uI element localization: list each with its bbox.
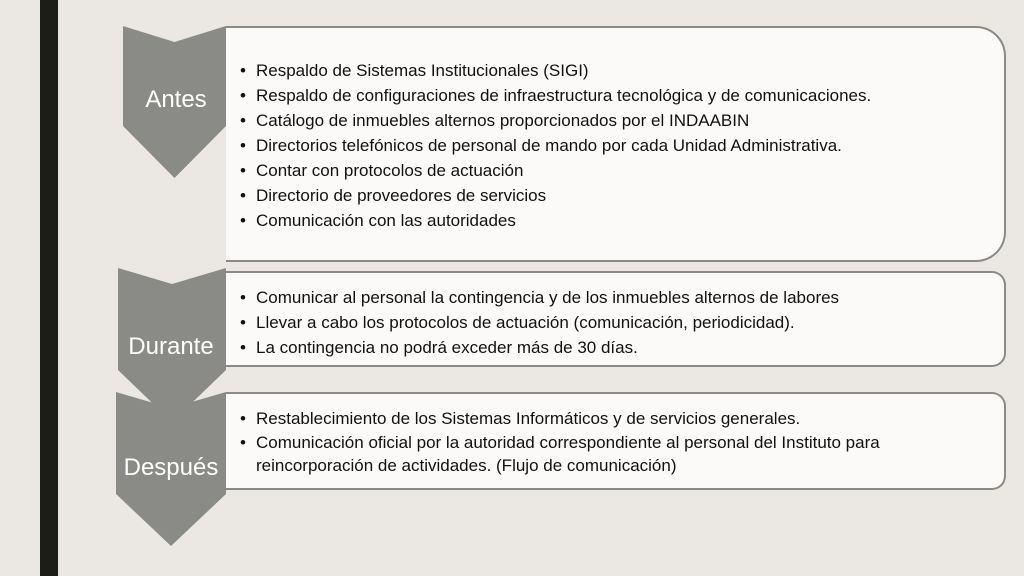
list-item: • Restablecimiento de los Sistemas Informáticos y de servicios generales.	[240, 406, 988, 431]
bullet-icon: •	[240, 61, 246, 80]
list-item: • La contingencia no podrá exceder más de 30 días.	[240, 335, 988, 360]
bullet-icon: •	[240, 136, 246, 155]
bullet-icon: •	[240, 211, 246, 230]
bullet-icon: •	[240, 338, 246, 357]
bullet-icon: •	[240, 186, 246, 205]
bullet-icon: •	[240, 86, 246, 105]
list-item: • Comunicar al personal la contingencia y de los inmuebles alternos de labores	[240, 285, 988, 310]
list-item: • Comunicación oficial por la autoridad correspondiente al personal del Instituto para reincorporación de actividades. (Flujo de comunicación)	[240, 433, 880, 475]
list-item: • Catálogo de inmuebles alternos proporcionados por el INDAABIN	[240, 108, 988, 133]
list-item: • Contar con protocolos de actuación	[240, 158, 988, 183]
stage-label-despues: Después	[123, 454, 219, 481]
stage-label-antes: Antes	[145, 86, 207, 113]
stage-panel-despues	[226, 392, 1006, 490]
stage-list-despues	[240, 406, 988, 477]
stage-list-antes	[240, 58, 988, 233]
bullet-icon: •	[240, 313, 246, 332]
left-accent-bar	[40, 0, 58, 576]
bullet-icon: •	[240, 161, 246, 180]
list-item: • Comunicación con las autoridades	[240, 208, 988, 233]
list-item: • Directorio de proveedores de servicios	[240, 183, 988, 208]
stage-panel-durante	[226, 271, 1006, 367]
bullet-icon: •	[240, 433, 246, 452]
stage-label-durante: Durante	[128, 333, 214, 360]
list-item: • Respaldo de configuraciones de infraestructura tecnológica y de comunicaciones.	[240, 83, 988, 108]
list-item: • Directorios telefónicos de personal de mando por cada Unidad Administrativa.	[240, 133, 988, 158]
bullet-icon: •	[240, 111, 246, 130]
list-item: • Respaldo de Sistemas Institucionales (SIGI)	[240, 58, 988, 83]
stage-panel-antes	[226, 26, 1006, 262]
list-item: • Llevar a cabo los protocolos de actuación (comunicación, periodicidad).	[240, 310, 988, 335]
bullet-icon: •	[240, 288, 246, 307]
stage-list-durante	[240, 285, 988, 360]
bullet-icon: •	[240, 409, 246, 428]
